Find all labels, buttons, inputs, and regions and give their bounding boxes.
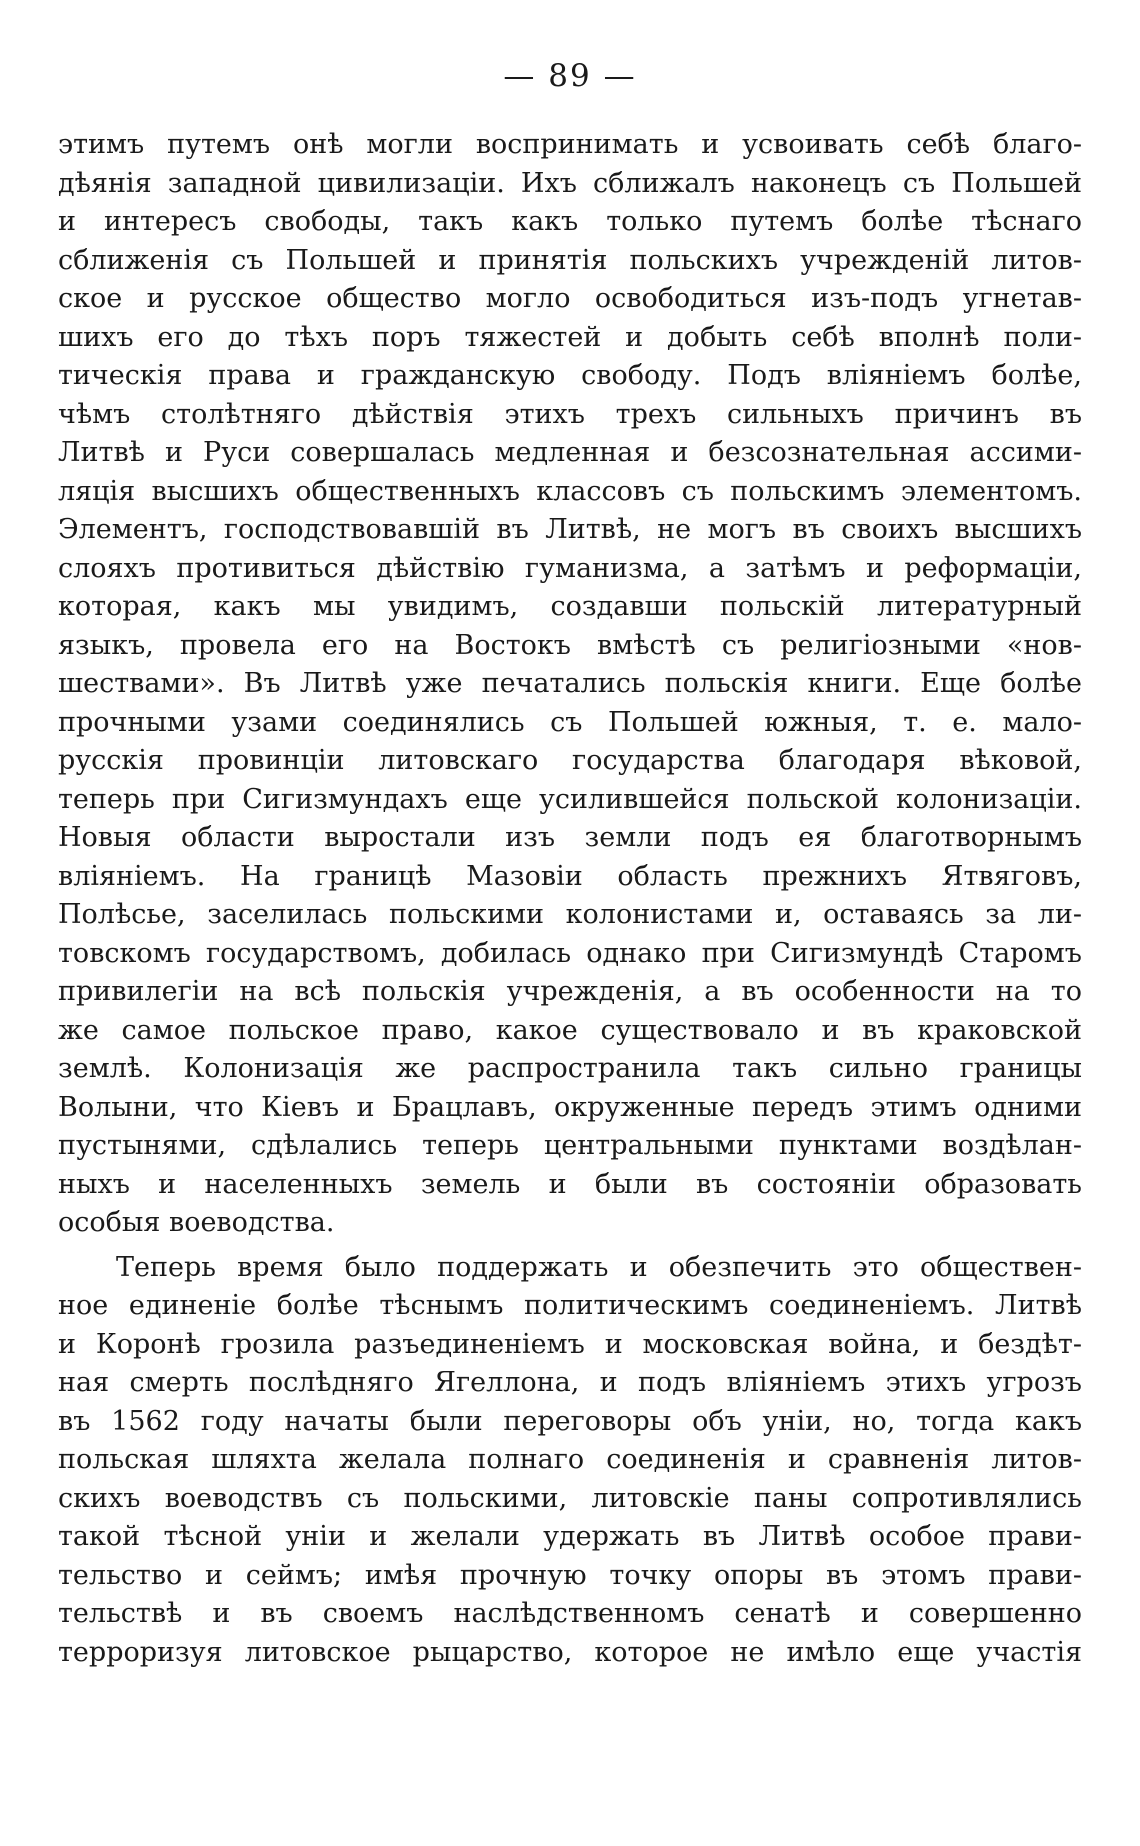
text-line: тическія права и гражданскую свободу. Подъ вліяніемъ болѣе, xyxy=(58,360,1082,391)
text-line: Литвѣ и Руси совершалась медленная и безсознательная ассими- xyxy=(58,437,1082,468)
text-line: ное единеніе болѣе тѣснымъ политическимъ соединеніемъ. Литвѣ xyxy=(58,1290,1082,1321)
text-line: Теперь время было поддержать и обезпечить это обществен- xyxy=(116,1251,1082,1283)
text-line: въ 1562 году начаты были переговоры объ уніи, но, тогда какъ xyxy=(58,1405,1082,1437)
text-line: тельствѣ и въ своемъ наслѣдственномъ сенатѣ и совершенно xyxy=(58,1598,1082,1629)
text-line: скихъ воеводствъ съ польскими, литовскіе паны сопротивлялись xyxy=(58,1482,1082,1514)
text-line: такой тѣсной уніи и желали удержать въ Литвѣ особое прави- xyxy=(58,1521,1082,1552)
text-line: Волыни, что Кіевъ и Брацлавъ, окруженные передъ этимъ одними xyxy=(58,1091,1082,1123)
text-line: ляція высшихъ общественныхъ классовъ съ польскимъ элементомъ. xyxy=(58,475,1082,507)
text-line: ная смерть послѣдняго Ягеллона, и подъ вліяніемъ этихъ угрозъ xyxy=(58,1367,1082,1398)
text-line: дѣянія западной цивилизаціи. Ихъ сближалъ наконецъ съ Польшей xyxy=(58,167,1082,199)
text-line: Полѣсье, заселилась польскими колонистами и, оставаясь за ли- xyxy=(58,899,1082,930)
page-number: — 89 — xyxy=(503,58,637,94)
text-line: товскомъ государствомъ, добилась однако при Сигизмундѣ Старомъ xyxy=(58,937,1082,969)
text-line: языкъ, провела его на Востокъ вмѣстѣ съ религіозными «нов- xyxy=(58,629,1082,661)
text-line: Новыя области выростали изъ земли подъ ея благотворнымъ xyxy=(58,822,1082,853)
text-line: и интересъ свободы, такъ какъ только путемъ болѣе тѣснаго xyxy=(58,206,1082,237)
text-line: землѣ. Колонизація же распространила такъ сильно границы xyxy=(58,1053,1082,1084)
body-text xyxy=(58,126,1082,1672)
text-line: слояхъ противиться дѣйствію гуманизма, а затѣмъ и реформаціи, xyxy=(58,552,1082,584)
text-line: этимъ путемъ онѣ могли воспринимать и усвоивать себѣ благо- xyxy=(58,129,1082,160)
paragraph-1 xyxy=(58,126,1082,1243)
text-line: сближенія съ Польшей и принятія польскихъ учрежденій литов- xyxy=(58,244,1082,276)
text-line: привилегіи на всѣ польскія учрежденія, а въ особенности на то xyxy=(58,976,1082,1007)
text-line: же самое польское право, какое существовало и въ краковской xyxy=(58,1014,1082,1046)
text-line: ныхъ и населенныхъ земель и были въ состояніи образовать xyxy=(58,1168,1082,1200)
text-line: польская шляхта желала полнаго соединенія и сравненія литов- xyxy=(58,1444,1082,1475)
text-line: шихъ его до тѣхъ поръ тяжестей и добыть себѣ вполнѣ поли- xyxy=(58,321,1082,353)
text-line: шествами». Въ Литвѣ уже печатались польскія книги. Еще болѣе xyxy=(58,668,1082,699)
text-line: русскія провинціи литовскаго государства благодаря вѣковой, xyxy=(58,745,1082,776)
text-line: пустынями, сдѣлались теперь центральными пунктами воздѣлан- xyxy=(58,1130,1082,1161)
text-line: теперь при Сигизмундахъ еще усилившейся польской колонизаціи. xyxy=(58,783,1082,815)
text-line: чѣмъ столѣтняго дѣйствія этихъ трехъ сильныхъ причинъ въ xyxy=(58,398,1082,430)
text-line: ское и русское общество могло освободиться изъ-подъ угнетав- xyxy=(58,283,1082,314)
text-line: и Коронѣ грозила разъединеніемъ и московская война, и бездѣт- xyxy=(58,1328,1082,1360)
text-line: Элементъ, господствовавшій въ Литвѣ, не могъ въ своихъ высшихъ xyxy=(58,514,1082,545)
text-line: которая, какъ мы увидимъ, создавши польскій литературный xyxy=(58,591,1082,622)
text-line: тельство и сеймъ; имѣя прочную точку опоры въ этомъ прави- xyxy=(58,1559,1082,1591)
paragraph-2 xyxy=(58,1249,1082,1673)
text-line: прочными узами соединялись съ Польшей южныя, т. е. мало- xyxy=(58,706,1082,738)
text-line: терроризуя литовское рыцарство, которое не имѣло еще участія xyxy=(58,1636,1082,1668)
text-line: вліяніемъ. На границѣ Мазовіи область прежнихъ Ятвяговъ, xyxy=(58,860,1082,892)
text-line: особыя воеводства. xyxy=(58,1207,335,1238)
